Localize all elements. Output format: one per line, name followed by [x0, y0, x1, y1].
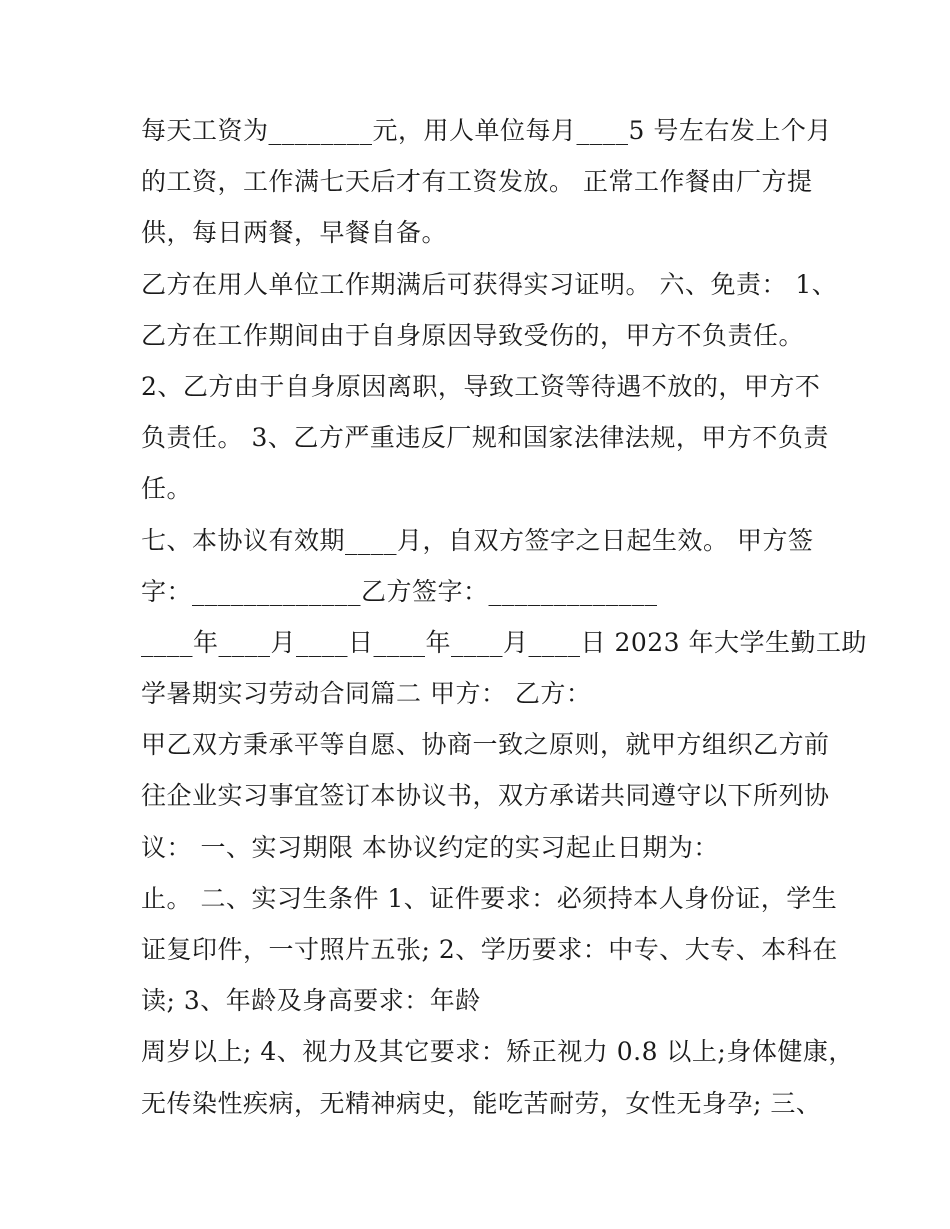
- text-line: 字：_____________乙方签字：_____________: [141, 576, 658, 606]
- text-line: 负责任。 3、乙方严重违反厂规和国家法律法规，甲方不负责: [141, 423, 829, 453]
- text-line: 止。 二、实习生条件 1、证件要求：必须持本人身份证，学生: [141, 883, 838, 913]
- text-line: 供，每日两餐，早餐自备。: [141, 218, 448, 248]
- text-line: ____年____月____日____年____月____日 2023 年大学生勤工助: [141, 627, 868, 657]
- text-line: 读; 3、年龄及身高要求：年龄: [141, 986, 481, 1016]
- text-line: 乙方在用人单位工作期满后可获得实习证明。 六、免责： 1、: [141, 269, 838, 299]
- text-line: 周岁以上; 4、视力及其它要求：矫正视力 0.8 以上;身体健康，: [141, 1037, 854, 1067]
- text-line: 议： 一、实习期限 本协议约定的实习起止日期为：: [141, 832, 719, 862]
- text-line: 2、乙方由于自身原因离职，导致工资等待遇不放的，甲方不: [141, 371, 821, 401]
- text-line: 的工资，工作满七天后才有工资发放。 正常工作餐由厂方提: [141, 167, 813, 197]
- text-line: 学暑期实习劳动合同篇二 甲方： 乙方：: [141, 679, 592, 709]
- text-line: 无传染性疾病，无精神病史，能吃苦耐劳，女性无身孕; 三、: [141, 1088, 822, 1118]
- text-line: 往企业实习事宜签订本协议书，双方承诺共同遵守以下所列协: [141, 781, 830, 811]
- text-line: 证复印件，一寸照片五张; 2、学历要求：中专、大专、本科在: [141, 935, 838, 964]
- text-line: 甲乙双方秉承平等自愿、协商一致之原则，就甲方组织乙方前: [141, 730, 830, 760]
- text-line: 乙方在工作期间由于自身原因导致受伤的，甲方不负责任。: [141, 320, 805, 350]
- document-body: [141, 105, 868, 1129]
- text-line: 每天工资为________元，用人单位每月____5 号左右发上个月: [141, 116, 832, 145]
- text-line: 任。: [141, 474, 193, 504]
- text-line: 七、本协议有效期____月，自双方签字之日起生效。 甲方签: [141, 525, 814, 555]
